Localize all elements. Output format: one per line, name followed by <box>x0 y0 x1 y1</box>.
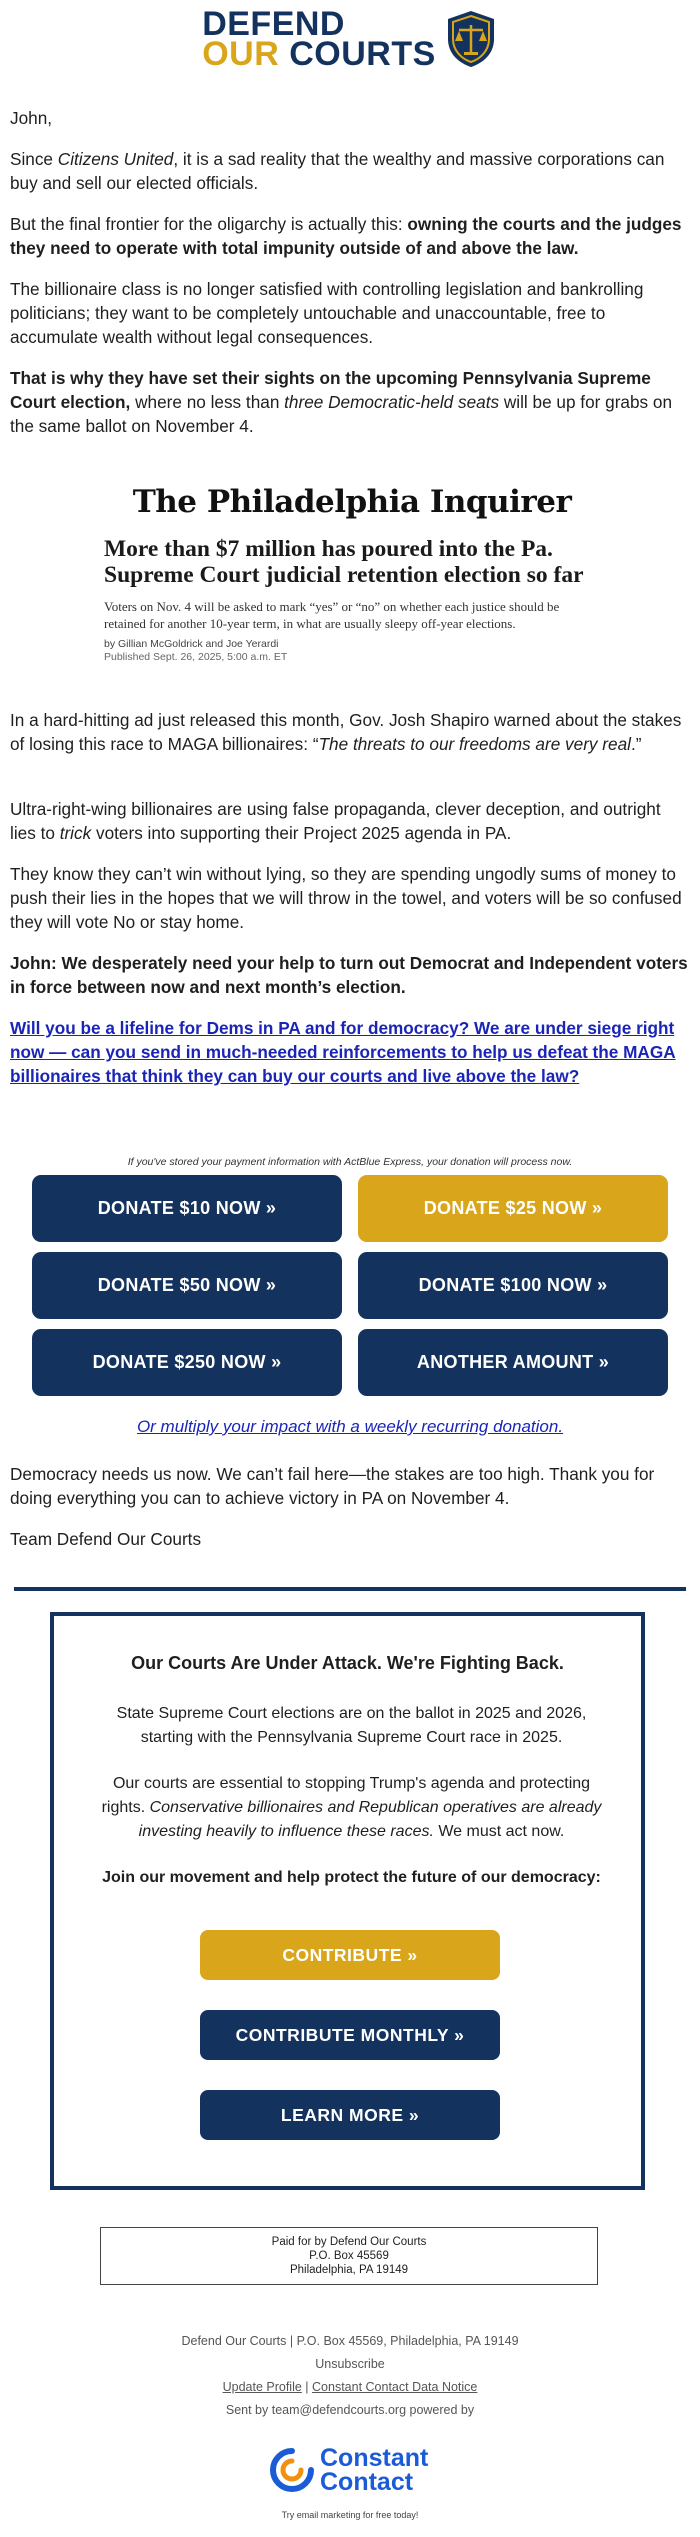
scales-shield-icon <box>444 9 498 69</box>
paragraph-shapiro-ad: In a hard-hitting ad just released this month, Gov. Josh Shapiro warned about the stakes of losing this race to MAGA billionaires: “The threats to our freedoms are very real.” <box>10 710 682 754</box>
logo-line1: DEFEND <box>202 5 345 43</box>
article-deck: Voters on Nov. 4 will be asked to mark “yes” or “no” on whether each justice should be retained for another 10-year term, in what are usually sleepy off-year elections. <box>104 599 560 631</box>
constant-contact-icon <box>270 2448 314 2492</box>
article-headline: More than $7 million has poured into the Pa. Supreme Court judicial retention election so far <box>104 536 584 588</box>
learn-more-button[interactable]: LEARN MORE » <box>200 2090 500 2140</box>
footer-sent-by: Sent by team@defendcourts.org powered by <box>225 2403 475 2417</box>
paragraph-pa-supreme-court: That is why they have set their sights on the upcoming Pennsylvania Supreme Court election, where no less than three Democratic-held seats will be up for grabs on the same ballot on November 4. <box>10 368 673 436</box>
paid-for-disclaimer: Paid for by Defend Our Courts P.O. Box 45569 Philadelphia, PA 19149 <box>100 2227 598 2285</box>
inquirer-article-image <box>104 484 600 664</box>
logo-our: OUR <box>202 35 280 73</box>
footer-unsubscribe[interactable] <box>0 2357 700 2371</box>
constant-contact-tagline: Try email marketing for free today! <box>281 2510 419 2520</box>
paragraph-urgent-ask: John: We desperately need your help to turn out Democrat and Independent voters in force between now and next month’s election. <box>10 953 688 997</box>
unsubscribe-link[interactable]: Unsubscribe <box>315 2357 385 2371</box>
paragraph-lying: They know they can’t win without lying, so they are spending ungodly sums of money to push their lies in the hopes that we will throw in the towel, and voters will be so confused they will vote No or stay home. <box>10 864 682 932</box>
another-amount-button[interactable]: ANOTHER AMOUNT » <box>358 1329 668 1396</box>
box-heading: Our Courts Are Under Attack. We're Fighting Back. <box>131 1653 564 1673</box>
divider <box>14 1587 686 1591</box>
logo-courts: COURTS <box>289 35 436 73</box>
paragraph-democracy-needs-us: Democracy needs us now. We can’t fail here—the stakes are too high. Thank you for doing everything you can to achieve victory in PA on November 4. <box>10 1464 655 1508</box>
box-paragraph-join: Join our movement and help protect the future of our democracy: <box>102 1869 601 1886</box>
paragraph-oligarchy: But the final frontier for the oligarchy is actually this: owning the courts and the judges they need to operate with total impunity outside of and above the law. <box>10 214 682 258</box>
signoff: Team Defend Our Courts <box>10 1529 202 1549</box>
donate-250-button[interactable]: DONATE $250 NOW » <box>32 1329 342 1396</box>
paragraph-ultra-right: Ultra-right-wing billionaires are using false propaganda, clever deception, and outright lies to trick voters into supporting their Project 2025 agenda in PA. <box>10 799 661 843</box>
lifeline-link-paragraph[interactable] <box>10 1016 690 1088</box>
defend-our-courts-logo <box>0 0 700 73</box>
constant-contact-logo[interactable]: Constant Contact <box>270 2446 435 2506</box>
box-paragraph-elections: State Supreme Court elections are on the ballot in 2025 and 2026, starting with the Pennsylvania Supreme Court race in 2025. <box>116 1705 587 1746</box>
lifeline-link[interactable]: Will you be a lifeline for Dems in PA and for democracy? We are under siege right now — can you send in much-needed reinforcements to help us defeat the MAGA billionaires that think they can buy our courts and live above the law? <box>10 1018 676 1086</box>
donate-50-button[interactable]: DONATE $50 NOW » <box>32 1252 342 1319</box>
data-notice-link[interactable]: Constant Contact Data Notice <box>312 2380 478 2394</box>
update-profile-link[interactable]: Update Profile <box>222 2380 302 2394</box>
footer-links: Update Profile | Constant Contact Data Notice <box>222 2380 478 2394</box>
paragraph-billionaire-class: The billionaire class is no longer satisfied with controlling legislation and bankrolling politicians; they want to be completely untouchable and unaccountable, free to accumulate wealth without legal consequences. <box>10 279 644 347</box>
donate-10-button[interactable]: DONATE $10 NOW » <box>32 1175 342 1242</box>
paragraph-citizens-united: Since Citizens United, it is a sad reality that the wealthy and massive corporations can buy and sell our elected officials. <box>10 149 665 193</box>
donate-100-button[interactable]: DONATE $100 NOW » <box>358 1252 668 1319</box>
donate-25-button[interactable]: DONATE $25 NOW » <box>358 1175 668 1242</box>
inquirer-masthead: The Philadelphia Inquirer <box>132 484 572 520</box>
actblue-express-note: If you've stored your payment information with ActBlue Express, your donation will process now. <box>127 1156 573 1168</box>
courts-under-attack-box <box>50 1612 645 2190</box>
greeting: John, <box>10 108 53 128</box>
article-published: Published Sept. 26, 2025, 5:00 a.m. ET <box>104 651 288 663</box>
article-byline: by Gillian McGoldrick and Joe Yerardi <box>104 638 279 650</box>
contribute-button[interactable]: CONTRIBUTE » <box>200 1930 500 1980</box>
footer-address: Defend Our Courts | P.O. Box 45569, Philadelphia, PA 19149 <box>181 2334 519 2348</box>
contribute-monthly-button[interactable]: CONTRIBUTE MONTHLY » <box>200 2010 500 2060</box>
recurring-donation-link[interactable]: Or multiply your impact with a weekly recurring donation. <box>136 1417 564 1436</box>
box-paragraph-essential: Our courts are essential to stopping Trump's agenda and protecting rights. Conservative billionaires and Republican operatives are already investing heavily to influence these races. We must act now. <box>101 1775 602 1840</box>
